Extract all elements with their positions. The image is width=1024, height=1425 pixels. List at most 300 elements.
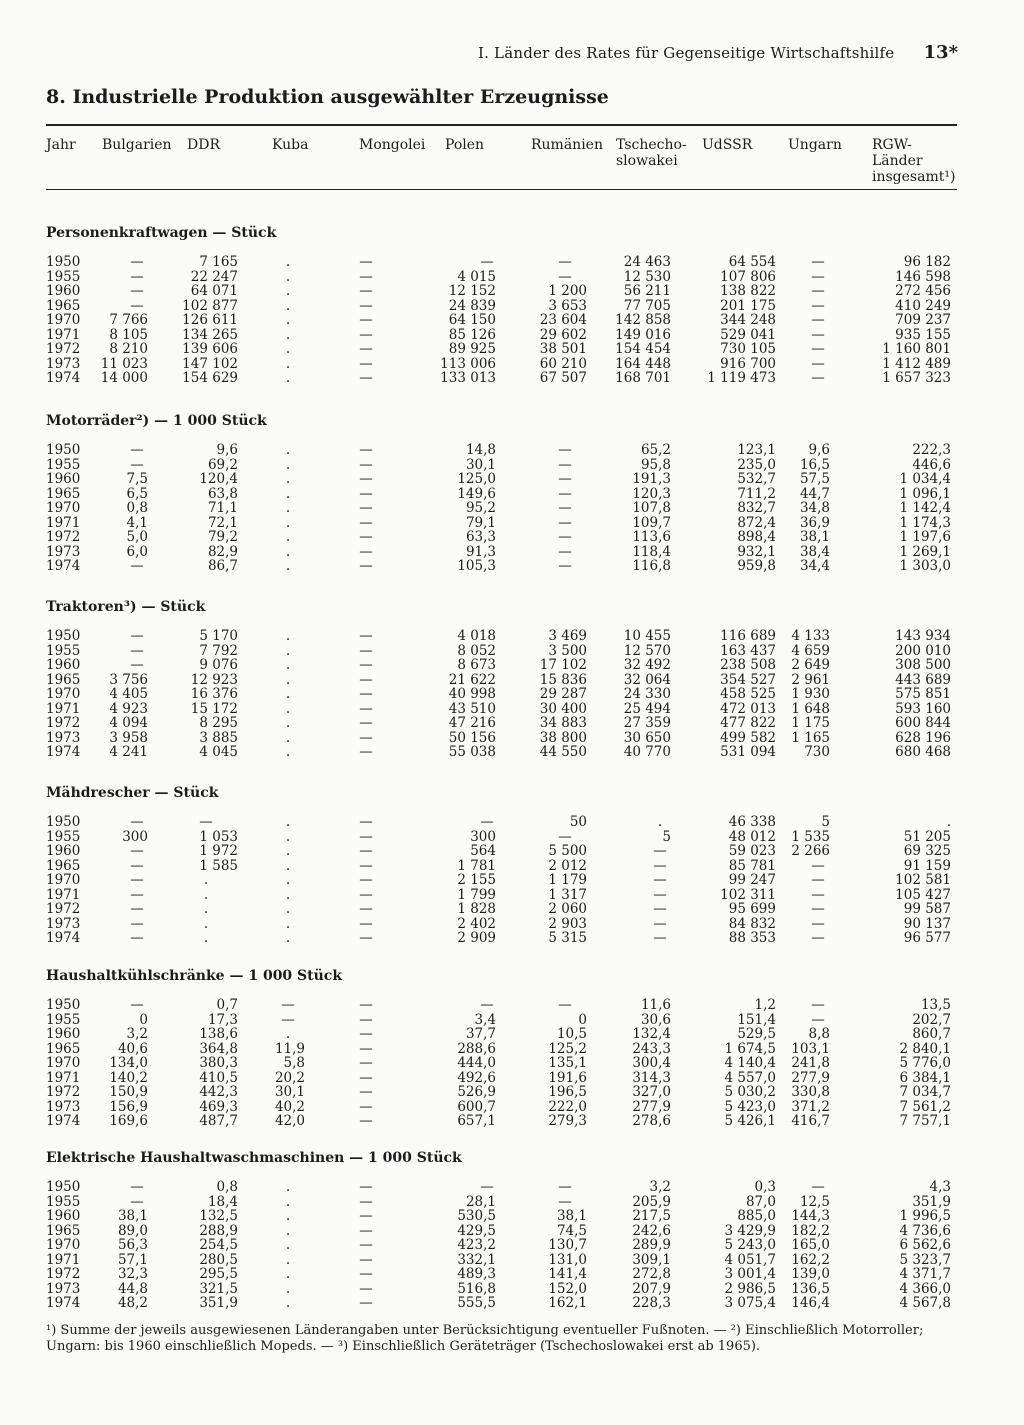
- value-cell: 0,7: [216, 997, 238, 1013]
- value-cell: 7 766: [109, 312, 148, 328]
- value-cell: 4 366,0: [899, 1280, 951, 1297]
- value-cell: 22 247: [190, 268, 238, 285]
- value-cell: .: [285, 341, 291, 357]
- year-cell: 1974: [46, 1295, 81, 1311]
- table-rule-header: [46, 189, 957, 190]
- value-cell: —: [558, 1193, 572, 1210]
- value-cell: —: [199, 814, 213, 830]
- value-cell: 64 150: [448, 312, 496, 328]
- value-cell: 151,4: [737, 1011, 776, 1028]
- value-cell: 71,1: [207, 500, 238, 516]
- value-cell: 139,0: [791, 1266, 830, 1282]
- year-cell: 1950: [46, 628, 81, 644]
- year-cell: 1973: [46, 1098, 81, 1115]
- value-cell: 28,1: [465, 1193, 496, 1210]
- value-cell: 9 076: [199, 657, 238, 673]
- value-cell: —: [653, 930, 667, 946]
- value-cell: —: [130, 642, 144, 659]
- value-cell: 42,0: [274, 1113, 305, 1129]
- value-cell: .: [285, 700, 291, 717]
- value-cell: 3 500: [548, 642, 587, 659]
- value-cell: .: [203, 886, 209, 903]
- value-cell: 12 530: [623, 268, 671, 285]
- value-cell: .: [285, 872, 291, 888]
- value-cell: 163 437: [720, 642, 776, 659]
- value-cell: —: [359, 1026, 373, 1042]
- value-cell: 38,1: [799, 529, 830, 545]
- value-cell: —: [359, 628, 373, 644]
- value-cell: —: [359, 500, 373, 516]
- value-cell: —: [130, 628, 144, 644]
- table-title: 8. Industrielle Produktion ausgewählter Erzeugnisse: [46, 86, 609, 108]
- value-cell: 18,4: [207, 1193, 238, 1210]
- value-cell: —: [811, 997, 825, 1013]
- value-cell: 43 510: [448, 700, 496, 717]
- value-cell: —: [359, 700, 373, 717]
- value-cell: 4 567,8: [899, 1295, 951, 1311]
- value-cell: 14 000: [100, 370, 148, 386]
- table-row: [0, 815, 1024, 830]
- value-cell: —: [653, 886, 667, 903]
- value-cell: 149,6: [457, 485, 496, 502]
- value-cell: 300,4: [632, 1055, 671, 1071]
- table-row: [0, 1296, 1024, 1311]
- table-row: [0, 284, 1024, 299]
- value-cell: 95 699: [728, 901, 776, 917]
- value-cell: .: [285, 915, 291, 932]
- value-cell: .: [946, 814, 951, 830]
- value-cell: 32 064: [623, 671, 671, 688]
- value-cell: 477 822: [720, 715, 776, 731]
- value-cell: 90 137: [903, 915, 951, 932]
- value-cell: 50: [569, 814, 587, 830]
- value-cell: —: [811, 915, 825, 932]
- value-cell: 136,5: [791, 1280, 830, 1297]
- value-cell: 8 673: [457, 657, 496, 673]
- value-cell: 95,8: [640, 456, 671, 473]
- value-cell: 14,8: [465, 442, 496, 458]
- value-cell: 85 781: [728, 857, 776, 874]
- value-cell: 143 934: [895, 628, 951, 644]
- value-cell: 289,9: [632, 1237, 671, 1253]
- value-cell: 126 611: [182, 312, 238, 328]
- value-cell: 2 649: [791, 657, 830, 673]
- value-cell: 492,6: [457, 1069, 496, 1086]
- value-cell: 4,1: [126, 514, 148, 531]
- value-cell: —: [359, 886, 373, 903]
- year-cell: 1960: [46, 657, 81, 673]
- year-cell: 1971: [46, 1069, 81, 1086]
- value-cell: 44,8: [117, 1280, 148, 1297]
- value-cell: 5,8: [283, 1055, 305, 1071]
- value-cell: 308 500: [895, 657, 951, 673]
- value-cell: 67 507: [539, 370, 587, 386]
- year-cell: 1971: [46, 700, 81, 717]
- value-cell: 5 170: [199, 628, 238, 644]
- table-row: [0, 487, 1024, 502]
- value-cell: 1 160 801: [882, 341, 951, 357]
- table-row: [0, 313, 1024, 328]
- value-cell: 4 736,6: [899, 1222, 951, 1239]
- column-header-ddr: DDR: [187, 137, 220, 153]
- value-cell: .: [285, 355, 291, 372]
- value-cell: 4 045: [199, 744, 238, 760]
- value-cell: 24 463: [623, 254, 671, 270]
- value-cell: 711,2: [737, 485, 776, 502]
- value-cell: 12,5: [799, 1193, 830, 1210]
- table-row: [0, 658, 1024, 673]
- value-cell: 120,3: [632, 485, 671, 502]
- year-cell: 1973: [46, 729, 81, 746]
- value-cell: 169,6: [109, 1113, 148, 1129]
- value-cell: 3 469: [548, 628, 587, 644]
- value-cell: 30 650: [623, 729, 671, 746]
- value-cell: 10,5: [556, 1026, 587, 1042]
- year-cell: 1972: [46, 529, 81, 545]
- value-cell: 125,0: [457, 471, 496, 487]
- value-cell: —: [359, 671, 373, 688]
- value-cell: 2 155: [457, 872, 496, 888]
- value-cell: .: [285, 442, 291, 458]
- value-cell: —: [558, 485, 572, 502]
- value-cell: —: [359, 1266, 373, 1282]
- value-cell: —: [811, 283, 825, 299]
- value-cell: 8 210: [109, 341, 148, 357]
- value-cell: 38,1: [117, 1208, 148, 1224]
- value-cell: 3 429,9: [724, 1222, 776, 1239]
- year-cell: 1972: [46, 1266, 81, 1282]
- value-cell: 120,4: [199, 471, 238, 487]
- value-cell: —: [558, 529, 572, 545]
- table-row: [0, 472, 1024, 487]
- value-cell: 63,3: [465, 529, 496, 545]
- table-row: [0, 1056, 1024, 1071]
- value-cell: —: [558, 254, 572, 270]
- value-cell: —: [359, 1251, 373, 1268]
- value-cell: —: [359, 828, 373, 845]
- column-header-mongolei: Mongolei: [359, 137, 426, 153]
- table-row: [0, 516, 1024, 531]
- value-cell: 113,6: [632, 529, 671, 545]
- value-cell: 29 602: [539, 326, 587, 343]
- value-cell: 444,0: [457, 1055, 496, 1071]
- table-row: [0, 1042, 1024, 1057]
- value-cell: 1 972: [199, 843, 238, 859]
- value-cell: 2 266: [791, 843, 830, 859]
- value-cell: 499 582: [720, 729, 776, 746]
- year-cell: 1971: [46, 1251, 81, 1268]
- value-cell: 1 781: [457, 857, 496, 874]
- value-cell: —: [653, 857, 667, 874]
- value-cell: —: [130, 442, 144, 458]
- value-cell: 300: [470, 828, 496, 845]
- value-cell: 529 041: [720, 326, 776, 343]
- year-cell: 1950: [46, 1179, 81, 1195]
- value-cell: —: [359, 297, 373, 314]
- value-cell: 1 142,4: [899, 500, 951, 516]
- value-cell: 2 402: [457, 915, 496, 932]
- value-cell: 15 172: [190, 700, 238, 717]
- value-cell: —: [811, 930, 825, 946]
- value-cell: 32 492: [623, 657, 671, 673]
- value-cell: 0: [139, 1011, 148, 1028]
- year-cell: 1972: [46, 715, 81, 731]
- table-row: [0, 917, 1024, 932]
- value-cell: .: [285, 312, 291, 328]
- value-cell: —: [130, 456, 144, 473]
- value-cell: 4 094: [109, 715, 148, 731]
- value-cell: 332,1: [457, 1251, 496, 1268]
- table-row: [0, 1238, 1024, 1253]
- section-title: Mähdrescher — Stück: [46, 785, 219, 801]
- year-cell: 1972: [46, 1084, 81, 1100]
- value-cell: .: [285, 370, 291, 386]
- value-cell: —: [653, 843, 667, 859]
- year-cell: 1974: [46, 370, 81, 386]
- value-cell: .: [203, 872, 209, 888]
- value-cell: 57,1: [117, 1251, 148, 1268]
- value-cell: —: [359, 1208, 373, 1224]
- value-cell: 472 013: [720, 700, 776, 717]
- value-cell: 7 757,1: [899, 1113, 951, 1129]
- value-cell: —: [558, 442, 572, 458]
- value-cell: 25 494: [623, 700, 671, 717]
- value-cell: 46 338: [728, 814, 776, 830]
- value-cell: 380,3: [199, 1055, 238, 1071]
- value-cell: 564: [470, 843, 496, 859]
- value-cell: 20,2: [274, 1069, 305, 1086]
- value-cell: 279,3: [548, 1113, 587, 1129]
- value-cell: 84 832: [728, 915, 776, 932]
- value-cell: 272,8: [632, 1266, 671, 1282]
- value-cell: —: [281, 1011, 295, 1028]
- value-cell: 191,3: [632, 471, 671, 487]
- table-row: [0, 888, 1024, 903]
- year-cell: 1960: [46, 1208, 81, 1224]
- value-cell: .: [285, 686, 291, 702]
- value-cell: 11,9: [274, 1040, 305, 1057]
- value-cell: 529,5: [737, 1026, 776, 1042]
- value-cell: .: [285, 1026, 291, 1042]
- value-cell: —: [480, 997, 494, 1013]
- value-cell: —: [130, 997, 144, 1013]
- value-cell: 860,7: [912, 1026, 951, 1042]
- value-cell: 87,0: [745, 1193, 776, 1210]
- value-cell: 130,7: [548, 1237, 587, 1253]
- table-row: [0, 1209, 1024, 1224]
- value-cell: 832,7: [737, 500, 776, 516]
- year-cell: 1972: [46, 341, 81, 357]
- value-cell: 69 325: [903, 843, 951, 859]
- value-cell: 371,2: [791, 1098, 830, 1115]
- value-cell: 91,3: [465, 543, 496, 560]
- value-cell: —: [130, 843, 144, 859]
- value-cell: 5 423,0: [724, 1098, 776, 1115]
- value-cell: 600,7: [457, 1098, 496, 1115]
- value-cell: 1 053: [199, 828, 238, 845]
- value-cell: —: [130, 254, 144, 270]
- year-cell: 1970: [46, 1055, 81, 1071]
- value-cell: .: [285, 471, 291, 487]
- year-cell: 1970: [46, 312, 81, 328]
- table-row: [0, 1114, 1024, 1129]
- value-cell: —: [811, 857, 825, 874]
- value-cell: —: [558, 471, 572, 487]
- value-cell: .: [285, 1193, 291, 1210]
- value-cell: 9,6: [216, 442, 238, 458]
- value-cell: 5 243,0: [724, 1237, 776, 1253]
- value-cell: .: [285, 500, 291, 516]
- value-cell: 1 174,3: [899, 514, 951, 531]
- value-cell: 24 330: [623, 686, 671, 702]
- value-cell: 6,5: [126, 485, 148, 502]
- value-cell: 932,1: [737, 543, 776, 560]
- value-cell: —: [130, 1193, 144, 1210]
- value-cell: 17,3: [207, 1011, 238, 1028]
- value-cell: 1 269,1: [899, 543, 951, 560]
- value-cell: —: [653, 915, 667, 932]
- value-cell: —: [558, 543, 572, 560]
- year-cell: 1974: [46, 558, 81, 574]
- value-cell: 34,4: [799, 558, 830, 574]
- value-cell: 2 903: [548, 915, 587, 932]
- value-cell: 140,2: [109, 1069, 148, 1086]
- value-cell: —: [359, 1280, 373, 1297]
- value-cell: .: [285, 843, 291, 859]
- value-cell: 135,1: [548, 1055, 587, 1071]
- value-cell: 134 265: [182, 326, 238, 343]
- value-cell: 730: [804, 744, 830, 760]
- value-cell: 280,5: [199, 1251, 238, 1268]
- value-cell: 15 836: [539, 671, 587, 688]
- value-cell: 238 508: [720, 657, 776, 673]
- table-row: [0, 1085, 1024, 1100]
- year-cell: 1970: [46, 1237, 81, 1253]
- value-cell: 364,8: [199, 1040, 238, 1057]
- year-cell: 1960: [46, 283, 81, 299]
- value-cell: —: [359, 1222, 373, 1239]
- value-cell: .: [285, 456, 291, 473]
- value-cell: 277,9: [791, 1069, 830, 1086]
- value-cell: 12 923: [190, 671, 238, 688]
- value-cell: 82,9: [207, 543, 238, 560]
- value-cell: 147 102: [182, 355, 238, 372]
- value-cell: 5: [821, 814, 830, 830]
- value-cell: —: [359, 857, 373, 874]
- value-cell: 410,5: [199, 1069, 238, 1086]
- value-cell: 4 557,0: [724, 1069, 776, 1086]
- value-cell: 59 023: [728, 843, 776, 859]
- value-cell: 10 455: [623, 628, 671, 644]
- value-cell: 628 196: [895, 729, 951, 746]
- value-cell: 423,2: [457, 1237, 496, 1253]
- value-cell: .: [285, 558, 291, 574]
- value-cell: —: [359, 729, 373, 746]
- value-cell: .: [285, 283, 291, 299]
- value-cell: 102 581: [895, 872, 951, 888]
- table-row: [0, 873, 1024, 888]
- value-cell: .: [285, 254, 291, 270]
- value-cell: 959,8: [737, 558, 776, 574]
- value-cell: —: [359, 341, 373, 357]
- value-cell: —: [653, 872, 667, 888]
- value-cell: 109,7: [632, 514, 671, 531]
- value-cell: —: [359, 312, 373, 328]
- value-cell: 709 237: [895, 312, 951, 328]
- value-cell: —: [359, 514, 373, 531]
- value-cell: 89,0: [117, 1222, 148, 1239]
- value-cell: —: [359, 1055, 373, 1071]
- value-cell: —: [359, 1295, 373, 1311]
- value-cell: 144,3: [791, 1208, 830, 1224]
- value-cell: 27 359: [623, 715, 671, 731]
- value-cell: 0,3: [754, 1179, 776, 1195]
- value-cell: —: [281, 997, 295, 1013]
- value-cell: —: [130, 657, 144, 673]
- value-cell: —: [359, 254, 373, 270]
- value-cell: 37,7: [465, 1026, 496, 1042]
- value-cell: 103,1: [791, 1040, 830, 1057]
- value-cell: 5 315: [548, 930, 587, 946]
- column-header-bulgarien: Bulgarien: [102, 137, 172, 153]
- value-cell: 730 105: [720, 341, 776, 357]
- value-cell: 4 923: [109, 700, 148, 717]
- value-cell: —: [558, 1179, 572, 1195]
- value-cell: —: [359, 642, 373, 659]
- value-cell: 4 371,7: [899, 1266, 951, 1282]
- value-cell: 86,7: [207, 558, 238, 574]
- footnotes: [46, 1323, 958, 1355]
- value-cell: 530,5: [457, 1208, 496, 1224]
- value-cell: 1 996,5: [899, 1208, 951, 1224]
- value-cell: .: [285, 297, 291, 314]
- value-cell: —: [811, 312, 825, 328]
- value-cell: 489,3: [457, 1266, 496, 1282]
- year-cell: 1970: [46, 500, 81, 516]
- value-cell: 443 689: [895, 671, 951, 688]
- value-cell: —: [130, 297, 144, 314]
- year-cell: 1972: [46, 901, 81, 917]
- section-title: Haushaltkühlschränke — 1 000 Stück: [46, 968, 343, 984]
- year-cell: 1950: [46, 442, 81, 458]
- year-cell: 1965: [46, 297, 81, 314]
- value-cell: —: [480, 814, 494, 830]
- value-cell: 5 426,1: [724, 1113, 776, 1129]
- value-cell: 1 165: [791, 729, 830, 746]
- value-cell: 0,8: [126, 500, 148, 516]
- value-cell: 1 200: [548, 283, 587, 299]
- value-cell: 47 216: [448, 715, 496, 731]
- table-row: [0, 342, 1024, 357]
- value-cell: 40,6: [117, 1040, 148, 1057]
- value-cell: 57,5: [799, 471, 830, 487]
- value-cell: 142 858: [615, 312, 671, 328]
- value-cell: 162,2: [791, 1251, 830, 1268]
- value-cell: 196,5: [548, 1084, 587, 1100]
- value-cell: 40 998: [448, 686, 496, 702]
- table-row: [0, 859, 1024, 874]
- value-cell: 56,3: [117, 1237, 148, 1253]
- value-cell: 5 030,2: [724, 1084, 776, 1100]
- value-cell: 4 018: [457, 628, 496, 644]
- value-cell: —: [558, 456, 572, 473]
- value-cell: 885,0: [737, 1208, 776, 1224]
- year-cell: 1965: [46, 857, 81, 874]
- value-cell: —: [359, 1193, 373, 1210]
- column-header-kuba: Kuba: [272, 137, 309, 153]
- value-cell: 3,2: [126, 1026, 148, 1042]
- value-cell: 5 323,7: [899, 1251, 951, 1268]
